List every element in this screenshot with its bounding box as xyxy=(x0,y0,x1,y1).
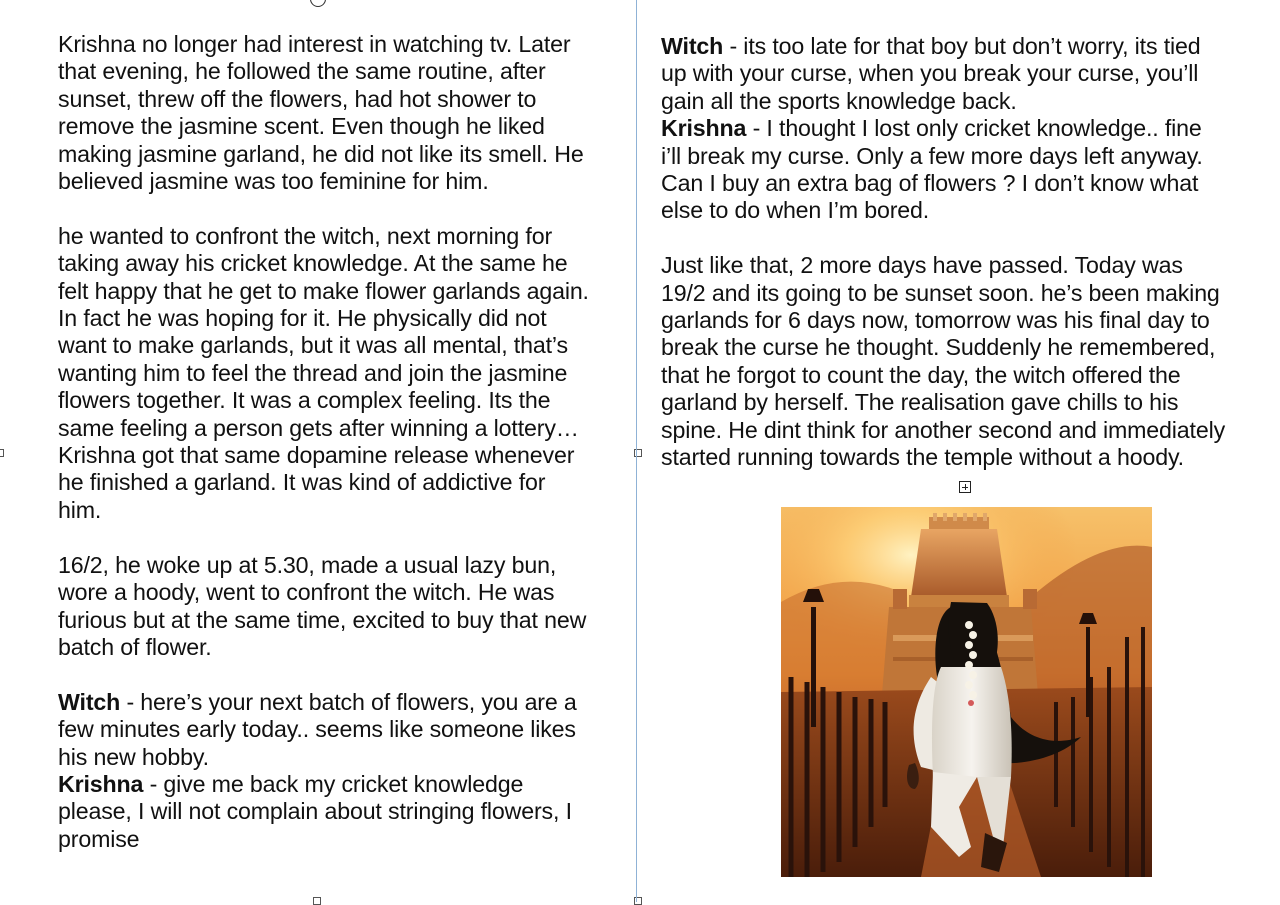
text-line: In fact he was hoping for it. He physically did not xyxy=(58,305,547,332)
text-line: felt happy that he get to make flower garlands again. xyxy=(58,277,589,304)
text-line: Krishna got that same dopamine release whenever xyxy=(58,442,575,469)
text-line: flowers together. It was a complex feeling. Its the xyxy=(58,387,551,414)
text-line: wore a hoody, went to confront the witch. He was xyxy=(58,579,555,606)
dialogue-witch-left xyxy=(58,689,636,771)
text-line: want to make garlands, but it was all mental, that’s xyxy=(58,332,568,359)
dialogue-text: - its too late for that boy but don’t worry, its tied xyxy=(723,33,1201,59)
right-text-column[interactable] xyxy=(661,33,1276,471)
dialogue-line xyxy=(661,115,1276,142)
paragraph-gap xyxy=(661,225,1276,252)
speaker-name: Krishna xyxy=(58,770,144,797)
text-line: Just like that, 2 more days have passed. Today was xyxy=(661,252,1183,279)
paragraph-right-1 xyxy=(661,252,1276,471)
text-line: his new hobby. xyxy=(58,743,209,770)
text-line: making jasmine garland, he did not like its smell. He xyxy=(58,140,584,167)
dialogue-line xyxy=(58,689,636,716)
paragraph-gap xyxy=(58,524,636,551)
text-line: taking away his cricket knowledge. At the same he xyxy=(58,250,568,277)
paragraph-left-1 xyxy=(58,31,636,195)
paragraph-gap xyxy=(58,661,636,688)
paragraph-left-3 xyxy=(58,552,636,662)
text-line: he wanted to confront the witch, next morning for xyxy=(58,222,553,249)
text-line: please, I will not complain about stringing flowers, I xyxy=(58,798,572,825)
text-line: i’ll break my curse. Only a few more days left anyway. xyxy=(661,142,1203,169)
text-line: batch of flower. xyxy=(58,633,212,660)
left-text-column[interactable] xyxy=(58,31,636,853)
text-line: break the curse he thought. Suddenly he remembered, xyxy=(661,334,1216,361)
text-line: up with your curse, when you break your curse, you’ll xyxy=(661,60,1199,87)
resize-handle-left[interactable] xyxy=(0,449,4,457)
text-line: else to do when I’m bored. xyxy=(661,197,930,224)
text-line: 16/2, he woke up at 5.30, made a usual lazy bun, xyxy=(58,551,557,578)
text-line: 19/2 and its going to be sunset soon. he’s been making xyxy=(661,279,1220,306)
text-line: he finished a garland. It was kind of addictive for xyxy=(58,469,546,496)
dialogue-line xyxy=(661,33,1276,60)
text-line: Can I buy an extra bag of flowers ? I don’t know what xyxy=(661,170,1199,197)
text-line: garlands for 6 days now, tomorrow was his final day to xyxy=(661,307,1210,334)
text-line: Krishna no longer had interest in watching tv. Later xyxy=(58,31,571,57)
rotate-handle[interactable] xyxy=(310,0,326,7)
text-line: sunset, threw off the flowers, had hot shower to xyxy=(58,85,537,112)
dialogue-witch-right xyxy=(661,33,1276,115)
text-line: started running towards the temple without a hoody. xyxy=(661,444,1184,471)
speaker-name: Witch xyxy=(661,33,724,59)
speaker-name: Krishna xyxy=(661,115,747,142)
column-divider xyxy=(636,0,637,902)
paragraph-left-2 xyxy=(58,223,636,524)
text-line: that evening, he followed the same routine, after xyxy=(58,58,546,85)
dialogue-krishna-left xyxy=(58,771,636,853)
text-line: promise xyxy=(58,825,140,852)
text-line: gain all the sports knowledge back. xyxy=(661,87,1017,114)
text-line: him. xyxy=(58,496,102,523)
text-line: that he forgot to count the day, the witch offered the xyxy=(661,361,1181,388)
text-line: few minutes early today.. seems like someone likes xyxy=(58,716,576,743)
dialogue-text: - give me back my cricket knowledge xyxy=(143,770,524,797)
image-anchor-plus-icon[interactable] xyxy=(959,481,971,493)
text-line: remove the jasmine scent. Even though he liked xyxy=(58,113,545,140)
dialogue-krishna-right xyxy=(661,115,1276,225)
dialogue-line xyxy=(58,771,636,798)
dialogue-text: - here’s your next batch of flowers, you are a xyxy=(120,688,577,715)
text-line: wanting him to feel the thread and join the jasmine xyxy=(58,359,568,386)
speaker-name: Witch xyxy=(58,688,121,715)
text-line: furious but at the same time, excited to buy that new xyxy=(58,606,587,633)
text-line: spine. He dint think for another second and immediately xyxy=(661,416,1226,443)
resize-handle-bottom[interactable] xyxy=(313,897,321,905)
text-line: garland by herself. The realisation gave chills to his xyxy=(661,389,1179,416)
dialogue-text: - I thought I lost only cricket knowledge.. fine xyxy=(746,115,1202,142)
text-line: same feeling a person gets after winning a lottery… xyxy=(58,414,579,441)
text-line: believed jasmine was too feminine for him. xyxy=(58,168,489,195)
paragraph-gap xyxy=(58,195,636,222)
story-illustration[interactable] xyxy=(781,507,1152,877)
